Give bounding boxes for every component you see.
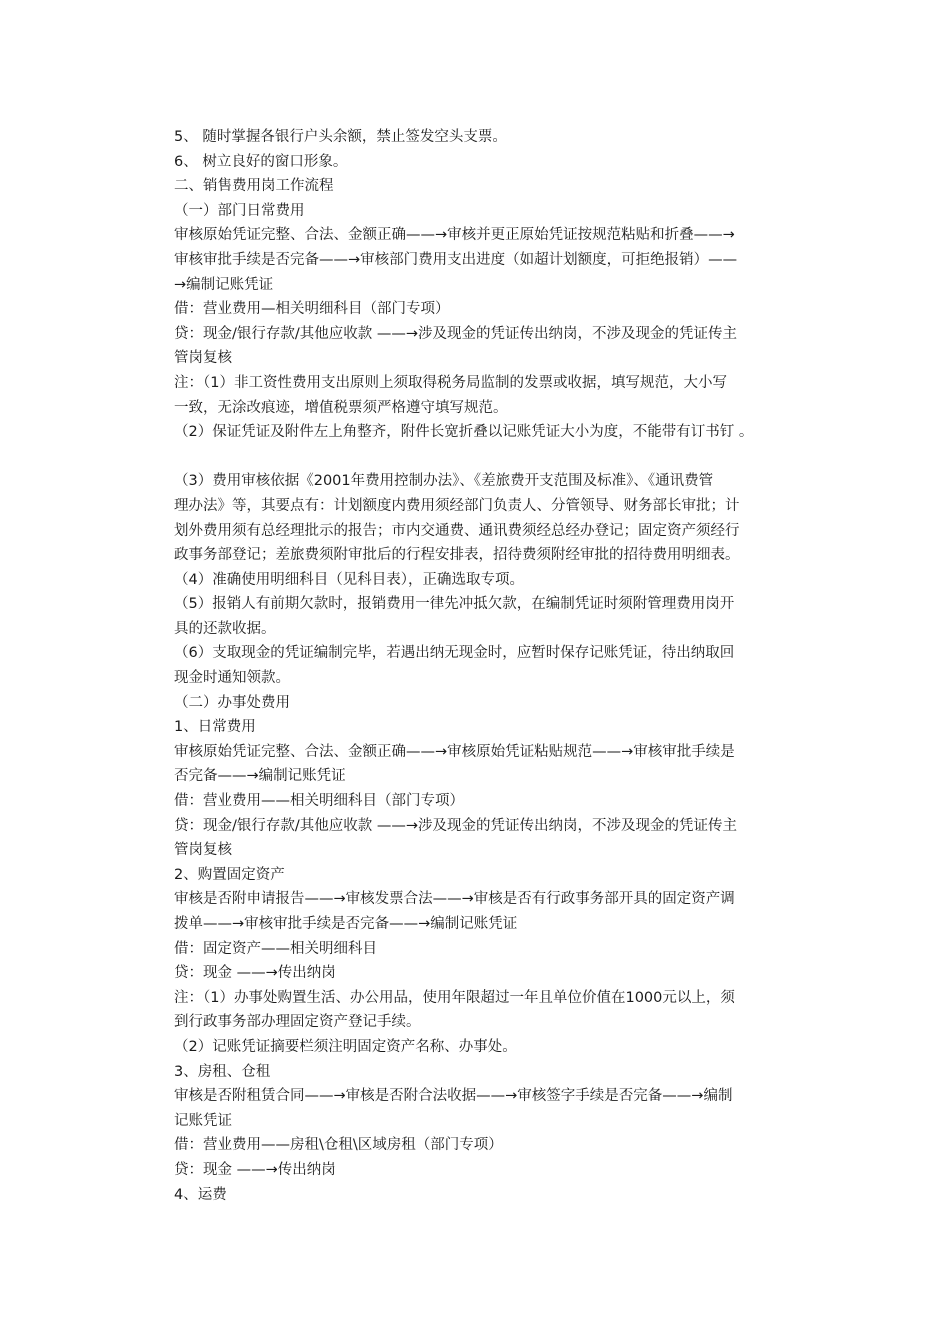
item-heading: 2、购置固定资产 bbox=[174, 866, 285, 883]
text-line: 贷：现金 ——→传出纳岗 bbox=[174, 1161, 336, 1178]
text-line: 审核原始凭证完整、合法、金额正确——→审核原始凭证粘贴规范——→审核审批手续是 bbox=[174, 743, 735, 760]
text-line: 记账凭证 bbox=[174, 1112, 232, 1129]
text-line: 贷：现金/银行存款/其他应收款 ——→涉及现金的凭证传出纳岗，不涉及现金的凭证传主 bbox=[174, 817, 738, 834]
text-line: 贷：现金 ——→传出纳岗 bbox=[174, 965, 336, 982]
document-page bbox=[174, 125, 814, 1207]
text-line: 拨单——→审核审批手续是否完备——→编制记账凭证 bbox=[174, 916, 518, 932]
text-line: 到行政事务部办理固定资产登记手续。 bbox=[174, 1014, 421, 1031]
subsection-heading: （二）办事处费用 bbox=[174, 694, 290, 711]
text-line: 注：（1）办事处购置生活、办公用品，使用年限超过一年且单位价值在1000元以上，须 bbox=[174, 989, 735, 1006]
text-line: 6、 树立良好的窗口形象。 bbox=[174, 153, 348, 170]
text-line: →编制记账凭证 bbox=[174, 276, 274, 293]
text-line: 借：营业费用—相关明细科目（部门专项） bbox=[174, 301, 450, 318]
text-line: （6）支取现金的凭证编制完毕，若遇出纳无现金时，应暂时保存记账凭证，待出纳取回 bbox=[174, 645, 735, 662]
text-line: 注：（1）非工资性费用支出原则上须取得税务局监制的发票或收据，填写规范，大小写 bbox=[174, 374, 727, 391]
blank-line bbox=[174, 445, 814, 470]
text-line: 借：固定资产——相关明细科目 bbox=[174, 940, 377, 957]
text-line: 否完备——→编制记账凭证 bbox=[174, 768, 346, 785]
text-line: 审核是否附租赁合同——→审核是否附合法收据——→审核签字手续是否完备——→编制 bbox=[174, 1088, 733, 1105]
text-line: 5、 随时掌握各银行户头余额，禁止签发空头支票。 bbox=[174, 129, 507, 145]
text-line: 划外费用须有总经理批示的报告；市内交通费、通讯费须经总经办登记；固定资产须经行 bbox=[174, 522, 740, 539]
text-line: （4）准确使用明细科目（见科目表），正确选取专项。 bbox=[174, 571, 524, 588]
text-line: （3）费用审核依据《2001年费用控制办法》、《差旅费开支范围及标准》、《通讯费管 bbox=[174, 473, 714, 490]
item-heading: 3、房租、仓租 bbox=[174, 1063, 271, 1080]
text-line: 借：营业费用——房租\仓租\区域房租（部门专项） bbox=[174, 1137, 503, 1154]
text-line: 管岗复核 bbox=[174, 842, 232, 859]
item-heading: 1、日常费用 bbox=[174, 719, 256, 736]
text-line: 具的还款收据。 bbox=[174, 620, 276, 637]
text-line: 政事务部登记；差旅费须附审批后的行程安排表，招待费须附经审批的招待费用明细表。 bbox=[174, 547, 740, 564]
text-line: 贷：现金/银行存款/其他应收款 ——→涉及现金的凭证传出纳岗，不涉及现金的凭证传主 bbox=[174, 325, 738, 342]
subsection-heading: （一）部门日常费用 bbox=[174, 202, 305, 219]
text-line: 一致，无涂改痕迹，增值税票须严格遵守填写规范。 bbox=[174, 399, 508, 416]
text-line: 审核审批手续是否完备——→审核部门费用支出进度（如超计划额度，可拒绝报销）—— bbox=[174, 251, 738, 268]
text-line: 理办法》等，其要点有：计划额度内费用须经部门负责人、分管领导、财务部长审批；计 bbox=[174, 497, 740, 514]
text-line: 审核原始凭证完整、合法、金额正确——→审核并更正原始凭证按规范粘贴和折叠——→ bbox=[174, 227, 735, 244]
text-line: （5）报销人有前期欠款时，报销费用一律先冲抵欠款，在编制凭证时须附管理费用岗开 bbox=[174, 596, 735, 613]
item-heading: 4、运费 bbox=[174, 1186, 227, 1203]
text-line: 管岗复核 bbox=[174, 350, 232, 367]
text-line: （2）保证凭证及附件左上角整齐，附件长宽折叠以记账凭证大小为度，不能带有订书钉 。 bbox=[174, 424, 754, 441]
text-line: 现金时通知领款。 bbox=[174, 670, 290, 687]
text-line: 借：营业费用——相关明细科目（部门专项） bbox=[174, 793, 464, 810]
text-line: （2）记账凭证摘要栏须注明固定资产名称、办事处。 bbox=[174, 1038, 517, 1055]
text-line: 审核是否附申请报告——→审核发票合法——→审核是否有行政事务部开具的固定资产调 bbox=[174, 891, 735, 908]
section-heading: 二、销售费用岗工作流程 bbox=[174, 178, 334, 195]
